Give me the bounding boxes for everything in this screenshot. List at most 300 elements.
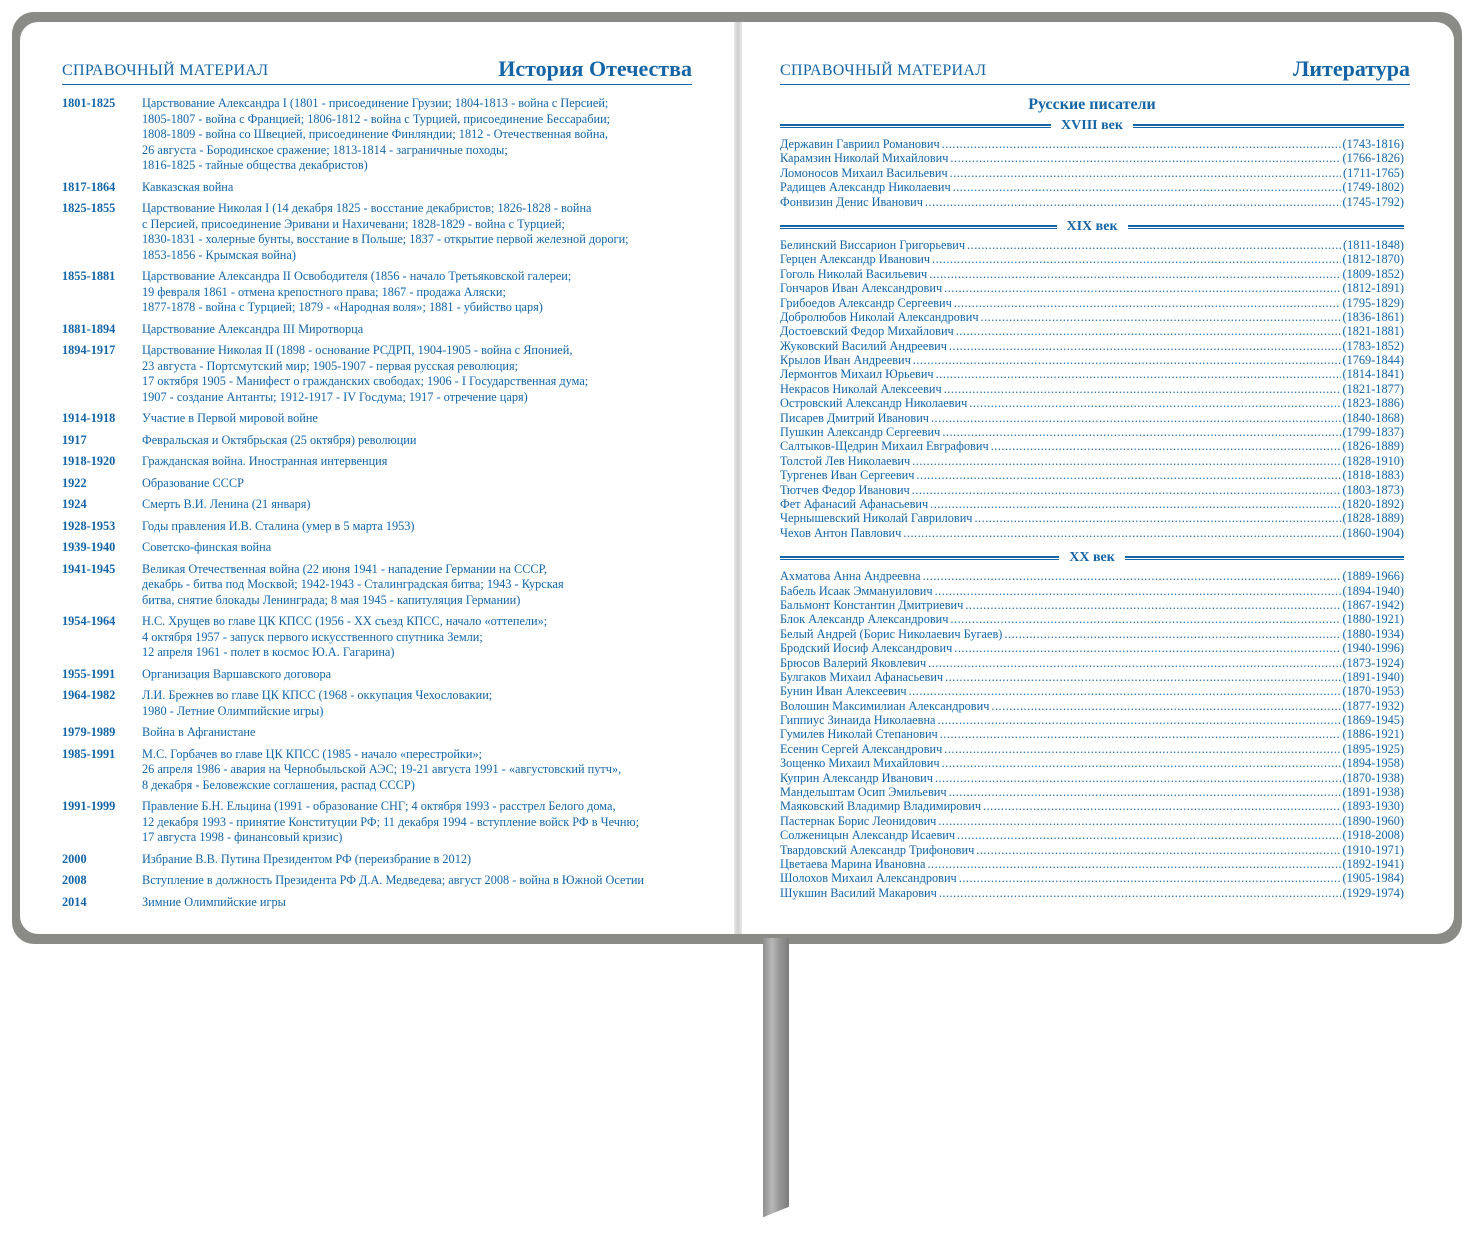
timeline-date: 1922 xyxy=(62,475,87,490)
timeline-text-line: Участие в Первой мировой войне xyxy=(142,411,318,425)
writer-name: Бальмонт Константин Дмитриевич xyxy=(780,597,964,612)
dot-leader xyxy=(909,684,1341,698)
timeline-row xyxy=(62,852,702,868)
timeline-text-line: 19 февраля 1861 - отмена крепостного права; 1867 - продажа Аляски; xyxy=(142,284,506,299)
writer-name: Фонвизин Денис Иванович xyxy=(780,194,923,209)
timeline-text-line: 1830-1831 - холерные бунты, восстание в Польше; 1837 - открытие первой железной дороги; xyxy=(142,232,629,246)
section-gap xyxy=(780,209,1404,217)
timeline-text-line: Организация Варшавского договора xyxy=(142,666,332,681)
writer-name: Блок Александр Александрович xyxy=(780,612,949,627)
writer-years: (1889-1966) xyxy=(1342,569,1404,584)
dot-leader xyxy=(942,137,1341,151)
dot-leader xyxy=(932,252,1340,266)
dot-leader xyxy=(939,886,1341,900)
timeline-text-line: Вступление в должность Президента РФ Д.А. Медведева; август 2008 - война в Южной Осетии xyxy=(142,873,644,887)
writer-name: Гумилев Николай Степанович xyxy=(780,727,938,742)
dot-leader xyxy=(938,814,1340,828)
header-label: СПРАВОЧНЫЙ МАТЕРИАЛ xyxy=(62,62,269,79)
timeline-text-line: Царствование Александра I (1801 - присоединение Грузии; 1804-1813 - война с Персией; xyxy=(142,96,609,110)
timeline-date: 2008 xyxy=(62,873,87,887)
writer-row xyxy=(780,353,1404,367)
dot-leader xyxy=(965,598,1340,612)
writer-name: Писарев Дмитрий Иванович xyxy=(780,410,929,425)
writer-row xyxy=(780,454,1404,468)
writer-years: (1873-1924) xyxy=(1342,655,1404,670)
timeline-row xyxy=(62,433,702,449)
dot-leader xyxy=(976,843,1340,857)
timeline-text xyxy=(142,688,492,719)
writer-years: (1828-1910) xyxy=(1342,453,1404,468)
timeline-date: 1918-1920 xyxy=(62,454,116,468)
timeline-text-line: 1877-1878 - война с Турцией; 1879 - «Народная воля»; 1881 - убийство царя) xyxy=(142,300,543,314)
timeline-text xyxy=(142,180,233,196)
writer-years: (1821-1881) xyxy=(1342,324,1404,339)
writer-name: Толстой Лев Николаевич xyxy=(780,453,911,468)
timeline-row xyxy=(62,667,702,683)
timeline-text-line: с Персией, присоединение Эривани и Нахичевани; 1828-1829 - война с Турцией; xyxy=(142,216,565,231)
writer-years: (1743-1816) xyxy=(1342,137,1404,151)
timeline-text-line: 1853-1856 - Крымская война) xyxy=(142,247,296,262)
writer-name: Солженицын Александр Исаевич xyxy=(780,828,956,843)
heading-rule xyxy=(780,124,1051,128)
dot-leader xyxy=(923,569,1341,583)
dot-leader xyxy=(953,180,1341,194)
timeline-text-line: М.С. Горбачев во главе ЦК КПСС (1985 - начало «перестройки»; xyxy=(142,746,483,761)
timeline-text-line: Царствование Александра III Миротворца xyxy=(142,321,364,336)
timeline-date: 1991-1999 xyxy=(62,799,116,813)
timeline-text-line: Царствование Николая I (14 декабря 1825 - восстание декабристов; 1826-1828 - война xyxy=(142,201,592,215)
timeline-row xyxy=(62,201,702,263)
writer-row xyxy=(780,713,1404,727)
writer-years: (1814-1841) xyxy=(1342,367,1404,382)
timeline-text-line: Февральская и Октябрьская (25 октября) революции xyxy=(142,432,417,447)
header-title: Литература xyxy=(1292,56,1410,81)
timeline-text xyxy=(142,454,387,470)
writer-years: (1890-1960) xyxy=(1342,813,1404,828)
writer-row xyxy=(780,267,1404,281)
timeline-text xyxy=(142,322,363,338)
timeline-text-line: Избрание В.В. Путина Президентом РФ (переизбрание в 2012) xyxy=(142,851,472,866)
timeline-text-line: Война в Афганистане xyxy=(142,725,256,739)
dot-leader xyxy=(935,771,1341,785)
bookmark-ribbon xyxy=(763,938,789,1220)
timeline-text-line: 17 октября 1905 - Манифест о гражданских свободах; 1906 - I Государственная дума; xyxy=(142,374,589,388)
writer-years: (1894-1940) xyxy=(1342,583,1404,598)
timeline-text xyxy=(142,497,310,513)
timeline-text xyxy=(142,411,318,427)
timeline-text-line: Н.С. Хрущев во главе ЦК КПСС (1956 - XX съезд КПСС, начало «оттепели»; xyxy=(142,614,548,628)
writer-name: Брюсов Валерий Яковлевич xyxy=(780,655,927,670)
timeline-text xyxy=(142,895,286,911)
timeline-date: 1985-1991 xyxy=(62,746,116,761)
timeline-text xyxy=(142,799,639,846)
dot-leader xyxy=(935,584,1341,598)
timeline-date: 2014 xyxy=(62,894,87,909)
dot-leader xyxy=(945,670,1340,684)
writer-name: Жуковский Василий Андреевич xyxy=(780,338,947,353)
century-heading xyxy=(780,219,1404,235)
timeline-date: 1855-1881 xyxy=(62,269,116,283)
timeline-text-line: 8 декабря - Беловежские соглашения, распад СССР) xyxy=(142,777,415,792)
timeline-date: 1955-1991 xyxy=(62,666,116,681)
writer-row xyxy=(780,324,1404,338)
writer-name: Островский Александр Николаевич xyxy=(780,396,968,411)
writer-name: Державин Гавриил Романович xyxy=(780,137,940,151)
writer-name: Ахматова Анна Андреевна xyxy=(780,569,921,584)
timeline-text-line: 12 декабря 1993 - принятие Конституции РФ; 11 декабря 1994 - вступление войск РФ в Чечню; xyxy=(142,814,640,829)
timeline-row xyxy=(62,688,702,719)
timeline-text-line: декабрь - битва под Москвой; 1942-1943 - Сталинградская битва; 1943 - Курская xyxy=(142,577,564,591)
writer-years: (1880-1921) xyxy=(1342,612,1404,627)
writer-years: (1893-1930) xyxy=(1342,799,1404,814)
timeline-date: 1964-1982 xyxy=(62,688,116,702)
dot-leader xyxy=(942,425,1340,439)
writer-row xyxy=(780,756,1404,770)
dot-leader xyxy=(912,483,1341,497)
dot-leader xyxy=(974,511,1340,525)
writer-row xyxy=(780,814,1404,828)
timeline-row xyxy=(62,180,702,196)
writer-row xyxy=(780,857,1404,871)
heading-rule xyxy=(1133,124,1404,128)
timeline-text-line: 1980 - Летние Олимпийские игры) xyxy=(142,703,324,718)
dot-leader xyxy=(969,396,1340,410)
timeline-date: 1914-1918 xyxy=(62,411,116,425)
dot-leader xyxy=(942,756,1341,770)
header-title: История Отечества xyxy=(498,56,692,81)
dot-leader xyxy=(967,238,1341,252)
timeline-text xyxy=(142,201,629,263)
history-timeline xyxy=(62,96,702,916)
timeline-row xyxy=(62,96,702,174)
writer-row xyxy=(780,699,1404,713)
writer-name: Гончаров Иван Александрович xyxy=(780,281,943,296)
timeline-text-line: битва, снятие блокады Ленинграда; 8 мая 1945 - капитуляция Германии) xyxy=(142,592,521,607)
writer-row xyxy=(780,151,1404,165)
timeline-row xyxy=(62,747,702,794)
dot-leader xyxy=(950,166,1341,180)
writer-row xyxy=(780,598,1404,612)
writer-row xyxy=(780,396,1404,410)
writer-years: (1870-1938) xyxy=(1342,770,1404,785)
timeline-text-line: Великая Отечественная война (22 июня 1941 - нападение Германии на СССР, xyxy=(142,561,548,576)
writer-years: (1812-1891) xyxy=(1342,281,1404,296)
timeline-row xyxy=(62,269,702,316)
writer-years: (1783-1852) xyxy=(1342,338,1404,353)
timeline-date: 1939-1940 xyxy=(62,540,116,554)
writer-name: Мандельштам Осип Эмильевич xyxy=(780,785,947,800)
timeline-date: 1917 xyxy=(62,432,87,447)
writer-name: Волошин Максимилиан Александрович xyxy=(780,698,990,713)
writer-row xyxy=(780,727,1404,741)
writer-years: (1869-1945) xyxy=(1342,713,1404,728)
timeline-text-line: Кавказская война xyxy=(142,179,234,194)
timeline-text xyxy=(142,873,644,889)
writer-years: (1809-1852) xyxy=(1342,266,1404,281)
writer-row xyxy=(780,684,1404,698)
writer-years: (1818-1883) xyxy=(1342,468,1404,483)
timeline-text-line: Гражданская война. Иностранная интервенция xyxy=(142,454,388,468)
timeline-row xyxy=(62,411,702,427)
writer-name: Шукшин Василий Макарович xyxy=(780,885,937,900)
timeline-row xyxy=(62,799,702,846)
timeline-text-line: 26 августа - Бородинское сражение; 1813-1814 - заграничные походы; xyxy=(142,142,508,157)
century-name: XVIII век xyxy=(1061,118,1123,133)
timeline-row xyxy=(62,614,702,661)
writer-row xyxy=(780,180,1404,194)
timeline-date: 1825-1855 xyxy=(62,201,116,215)
dot-leader xyxy=(925,195,1341,209)
writer-row xyxy=(780,641,1404,655)
timeline-date: 1979-1989 xyxy=(62,725,116,739)
dot-leader xyxy=(954,296,1341,310)
timeline-text xyxy=(142,540,271,556)
writer-row xyxy=(780,771,1404,785)
dot-leader xyxy=(929,267,1340,281)
century-name: XX век xyxy=(1069,550,1115,566)
writer-name: Бродский Иосиф Александрович xyxy=(780,641,953,656)
writer-years: (1711-1765) xyxy=(1342,165,1404,180)
writer-years: (1886-1921) xyxy=(1342,727,1404,742)
writer-years: (1828-1889) xyxy=(1342,511,1404,526)
writer-row xyxy=(780,339,1404,353)
writer-row xyxy=(780,252,1404,266)
left-page xyxy=(20,22,734,934)
dot-leader xyxy=(949,785,1341,799)
timeline-text-line: 12 апреля 1961 - полет в космос Ю.А. Гагарина) xyxy=(142,645,395,659)
dot-leader xyxy=(950,612,1340,626)
writer-years: (1870-1953) xyxy=(1342,684,1404,699)
timeline-row xyxy=(62,497,702,513)
writer-name: Чернышевский Николай Гаврилович xyxy=(780,511,973,526)
timeline-row xyxy=(62,895,702,911)
timeline-row xyxy=(62,454,702,470)
timeline-row xyxy=(62,322,702,338)
writer-row xyxy=(780,411,1404,425)
writer-row xyxy=(780,137,1404,151)
timeline-text-line: 17 августа 1998 - финансовый кризис) xyxy=(142,830,343,844)
timeline-text xyxy=(142,614,547,661)
timeline-row xyxy=(62,725,702,741)
writer-name: Бабель Исаак Эммануилович xyxy=(780,583,933,598)
dot-leader xyxy=(912,454,1340,468)
writer-years: (1918-2008) xyxy=(1342,828,1404,843)
writer-years: (1745-1792) xyxy=(1342,194,1404,209)
timeline-text-line: 1907 - создание Антанты; 1912-1917 - IV Госдума; 1917 - отречение царя) xyxy=(142,389,528,404)
writer-name: Булгаков Михаил Афанасьевич xyxy=(780,669,944,684)
writer-row xyxy=(780,627,1404,641)
dot-leader xyxy=(944,742,1340,756)
dot-leader xyxy=(928,656,1340,670)
timeline-text-line: Царствование Николая II (1898 - основание РСДРП, 1904-1905 - война с Японией, xyxy=(142,343,573,357)
writer-row xyxy=(780,166,1404,180)
writer-name: Грибоедов Александр Сергеевич xyxy=(780,295,952,310)
timeline-date: 1801-1825 xyxy=(62,96,116,110)
writer-row xyxy=(780,425,1404,439)
dot-leader xyxy=(956,324,1341,338)
timeline-date: 1817-1864 xyxy=(62,179,116,194)
writer-years: (1840-1868) xyxy=(1342,410,1404,425)
timeline-text xyxy=(142,519,415,535)
timeline-text-line: Царствование Александра II Освободителя (1856 - начало Третьяковской галереи; xyxy=(142,269,572,283)
writer-years: (1812-1870) xyxy=(1342,252,1404,267)
writer-row xyxy=(780,310,1404,324)
writer-row xyxy=(780,828,1404,842)
timeline-text xyxy=(142,747,621,794)
writer-years: (1799-1837) xyxy=(1342,425,1404,440)
writer-years: (1880-1934) xyxy=(1342,626,1404,641)
writer-years: (1940-1996) xyxy=(1342,641,1404,656)
dot-leader xyxy=(931,411,1341,425)
timeline-text-line: Зимние Олимпийские игры xyxy=(142,894,286,909)
timeline-row xyxy=(62,562,702,609)
writer-row xyxy=(780,511,1404,525)
timeline-text-line: 4 октября 1957 - запуск первого искусственного спутника Земли; xyxy=(142,629,483,644)
writer-name: Твардовский Александр Трифонович xyxy=(780,842,975,857)
dot-leader xyxy=(1004,627,1340,641)
writer-name: Крылов Иван Андреевич xyxy=(780,353,911,368)
writer-row xyxy=(780,612,1404,626)
writer-years: (1769-1844) xyxy=(1342,353,1404,368)
writer-name: Цветаева Марина Ивановна xyxy=(780,856,926,871)
timeline-text-line: 26 апреля 1986 - авария на Чернобыльской АЭС; 19-21 августа 1991 - «августовский путч», xyxy=(142,762,622,776)
dot-leader xyxy=(991,439,1341,453)
writers-list xyxy=(780,94,1404,900)
century-heading xyxy=(780,118,1404,134)
writer-years: (1894-1958) xyxy=(1342,756,1404,771)
dot-leader xyxy=(957,828,1340,842)
dot-leader xyxy=(916,468,1340,482)
timeline-text-line: 1808-1809 - война со Швецией, присоединение Финляндии; 1812 - Отечественная война, xyxy=(142,127,608,141)
heading-rule xyxy=(780,556,1059,560)
century-heading xyxy=(780,550,1404,566)
writer-years: (1823-1886) xyxy=(1342,396,1404,411)
timeline-text-line: Л.И. Брежнев во главе ЦК КПСС (1968 - оккупация Чехословакии; xyxy=(142,688,493,702)
writer-row xyxy=(780,281,1404,295)
heading-rule xyxy=(1128,225,1405,229)
writer-name: Бунин Иван Алексеевич xyxy=(780,684,907,699)
writer-row xyxy=(780,799,1404,813)
century-name: XIX век xyxy=(1066,218,1118,234)
writer-name: Добролюбов Николай Александрович xyxy=(780,309,979,324)
dot-leader xyxy=(936,367,1341,381)
writer-name: Зощенко Михаил Михайлович xyxy=(780,756,940,771)
timeline-text xyxy=(142,433,416,449)
writer-row xyxy=(780,497,1404,511)
writer-row xyxy=(780,584,1404,598)
writer-name: Салтыков-Щедрин Михаил Евграфович xyxy=(780,439,989,454)
writer-name: Белый Андрей (Борис Николаевич Бугаев) xyxy=(780,626,1003,641)
writer-years: (1826-1889) xyxy=(1342,439,1404,454)
writer-row xyxy=(780,195,1404,209)
dot-leader xyxy=(930,497,1340,511)
writer-row xyxy=(780,785,1404,799)
right-page xyxy=(742,22,1454,934)
writer-years: (1891-1940) xyxy=(1342,669,1404,684)
timeline-text-line: 1805-1807 - война с Францией; 1806-1812 - война с Турцией, присоединение Бессарабии; xyxy=(142,111,611,126)
dot-leader xyxy=(944,281,1340,295)
timeline-row xyxy=(62,540,702,556)
writer-years: (1891-1938) xyxy=(1342,785,1404,800)
writer-name: Некрасов Николай Алексеевич xyxy=(780,381,942,396)
writer-row xyxy=(780,296,1404,310)
timeline-row xyxy=(62,873,702,889)
dot-leader xyxy=(938,713,1341,727)
timeline-text-line: Смерть В.И. Ленина (21 января) xyxy=(142,497,311,511)
writer-years: (1803-1873) xyxy=(1342,482,1404,497)
timeline-text xyxy=(142,476,244,492)
dot-leader xyxy=(944,382,1341,396)
timeline-text-line: 1816-1825 - тайные общества декабристов) xyxy=(142,158,368,172)
writer-years: (1892-1941) xyxy=(1342,856,1404,871)
timeline-text xyxy=(142,562,564,609)
timeline-text-line: Годы правления И.В. Сталина (умер в 5 марта 1953) xyxy=(142,518,415,533)
writer-row xyxy=(780,439,1404,453)
timeline-date: 2000 xyxy=(62,851,87,866)
right-page-header xyxy=(780,50,1410,85)
dot-leader xyxy=(950,151,1340,165)
writer-years: (1836-1861) xyxy=(1342,309,1404,324)
writer-row xyxy=(780,238,1404,252)
writer-name: Есенин Сергей Александрович xyxy=(780,741,943,756)
writer-years: (1905-1984) xyxy=(1342,871,1404,886)
timeline-row xyxy=(62,476,702,492)
heading-rule xyxy=(780,225,1057,229)
writer-years: (1860-1904) xyxy=(1342,525,1404,540)
timeline-text xyxy=(142,269,571,316)
dot-leader xyxy=(983,799,1340,813)
writer-name: Тютчев Федор Иванович xyxy=(780,482,910,497)
section-gap xyxy=(780,540,1404,548)
timeline-text-line: Образование СССР xyxy=(142,475,244,490)
dot-leader xyxy=(940,727,1341,741)
writer-name: Пушкин Александр Сергеевич xyxy=(780,425,941,440)
writer-name: Герцен Александр Иванович xyxy=(780,252,931,267)
timeline-text xyxy=(142,852,471,868)
timeline-text-line: Советско-финская война xyxy=(142,540,272,554)
list-title: Русские писатели xyxy=(1028,96,1156,113)
timeline-text-line: Правление Б.Н. Ельцина (1991 - образование СНГ; 4 октября 1993 - расстрел Белого дома, xyxy=(142,799,616,813)
heading-rule xyxy=(1125,556,1404,560)
writer-name: Шолохов Михаил Александрович xyxy=(780,871,957,886)
dot-leader xyxy=(949,339,1341,353)
timeline-date: 1928-1953 xyxy=(62,518,116,533)
writer-years: (1910-1971) xyxy=(1342,842,1404,857)
dot-leader xyxy=(959,871,1341,885)
timeline-text xyxy=(142,725,255,741)
timeline-row xyxy=(62,343,702,405)
timeline-text xyxy=(142,667,331,683)
writer-years: (1749-1802) xyxy=(1342,180,1404,195)
dot-leader xyxy=(981,310,1341,324)
writer-name: Пастернак Борис Леонидович xyxy=(780,813,937,828)
writer-name: Маяковский Владимир Владимирович xyxy=(780,799,982,814)
writer-years: (1929-1974) xyxy=(1342,885,1404,900)
writer-name: Куприн Александр Иванович xyxy=(780,770,933,785)
writer-row xyxy=(780,526,1404,540)
writer-row xyxy=(780,569,1404,583)
left-page-header xyxy=(62,50,692,85)
writer-name: Достоевский Федор Михайлович xyxy=(780,324,954,339)
timeline-text-line: 23 августа - Портсмутский мир; 1905-1907 - первая русская революция; xyxy=(142,358,519,373)
dot-leader xyxy=(903,526,1340,540)
dot-leader xyxy=(927,857,1340,871)
page-gutter xyxy=(734,22,742,934)
timeline-date: 1894-1917 xyxy=(62,343,116,357)
writer-name: Белинский Виссарион Григорьевич xyxy=(780,237,966,252)
writer-row xyxy=(780,656,1404,670)
writer-row xyxy=(780,871,1404,885)
